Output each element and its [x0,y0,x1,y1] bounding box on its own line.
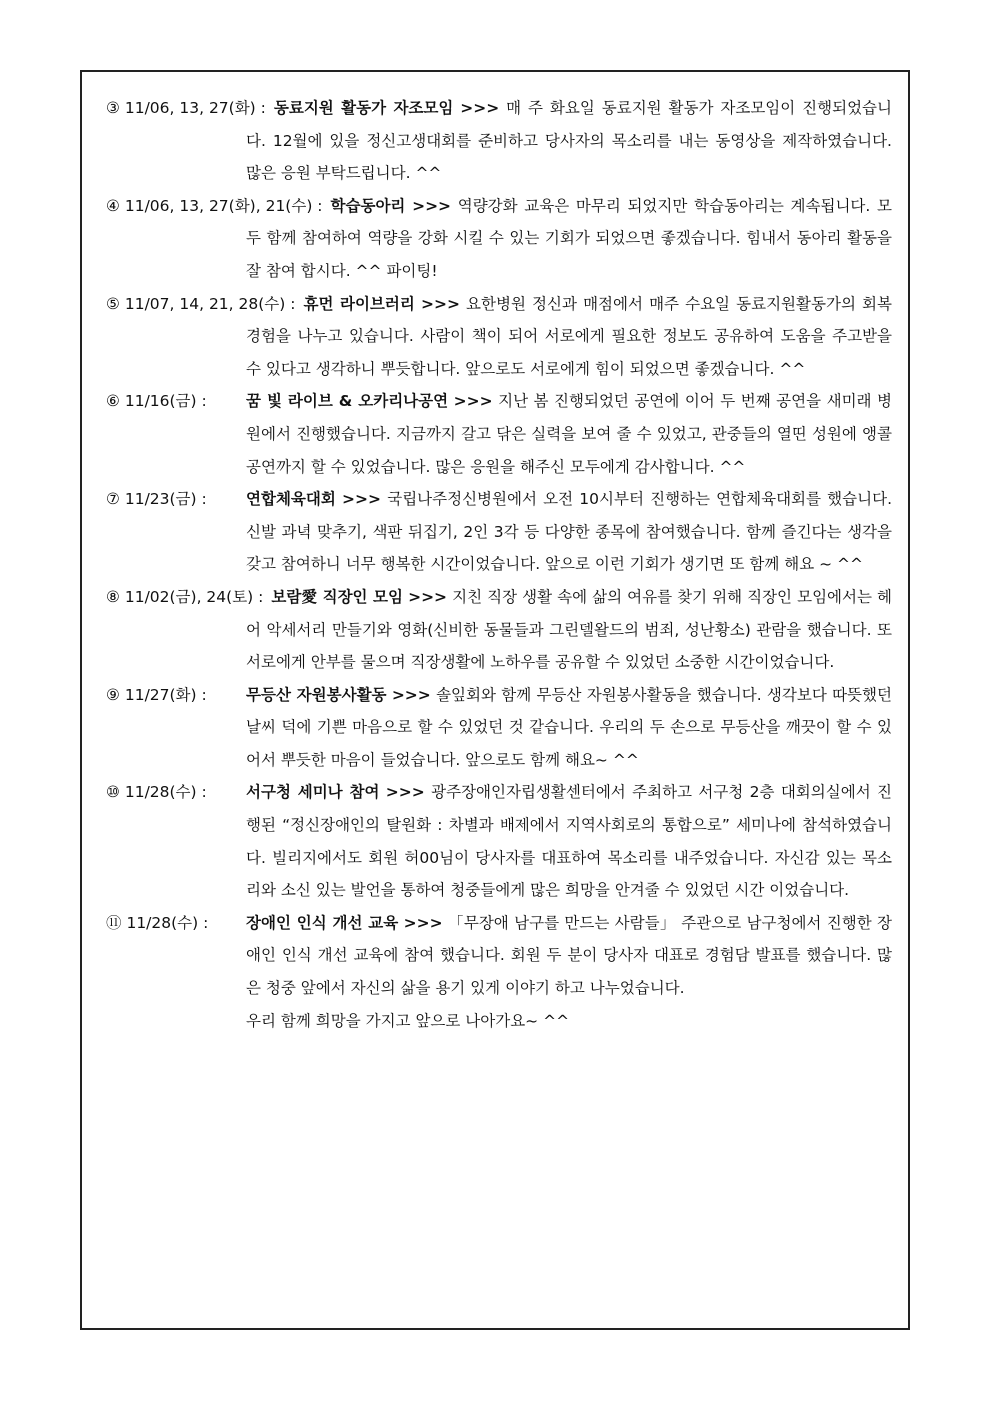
entry-number: ⑩ [106,783,120,802]
entry-arrow: >>> [408,587,448,606]
entry-number: ⑪ [106,913,122,932]
entry-number: ⑦ [106,490,120,509]
entry-title: 휴먼 라이브러리 [303,294,415,313]
entry-number: ⑤ [106,294,120,313]
entry-text: 지난 봄 진행되었던 공연에 이어 두 번째 공연을 새미래 병원에서 진행했습니다. 지금까지 갈고 닦은 실력을 보여 줄 수 있었고, 관중들의 열띤 성원에 앵콜 공연까지 할 수 있었습니다. 많은 응원을 해주신 모두에게 감사합니다. ^^ [246,392,892,476]
entry-text: 요한병원 정신과 매점에서 매주 수요일 동료지원활동가의 회복 경험을 나누고 있습니다. 사람이 책이 되어 서로에게 필요한 정보도 공유하여 도움을 주고받을 수 있다고 생각하니 뿌듯합니다. 앞으로도 서로에게 힘이 되었으면 좋겠습니다. ^^ [246,294,892,378]
entry-title: 연합체육대회 [246,490,336,509]
entry-date: 11/28(수) : [124,783,207,802]
activity-entry [106,92,892,190]
entry-body [106,679,892,777]
entry-date: 11/27(화) : [124,685,207,704]
entry-title: 동료지원 활동가 자조모임 [273,99,454,117]
entry-date: 11/16(금) : [124,392,207,411]
entry-body [106,776,892,906]
entry-text: 「무장애 남구를 만드는 사람들」 주관으로 남구청에서 진행한 장애인 인식 개선 교육에 참여 했습니다. 회원 두 분이 당사자 대표로 경험담 발표를 했습니다. 많은 청중 앞에서 자신의 삶을 용기 있게 이야기 하고 나누었습니다. [246,913,892,998]
entry-number: ③ [106,99,120,117]
entry-arrow: >>> [460,99,500,117]
activity-entry [106,776,892,906]
entry-title: 서구청 세미나 참여 [246,783,380,802]
activity-entry [106,679,892,777]
entry-number: ⑨ [106,685,120,704]
activity-entry [106,288,892,386]
entry-header [106,581,263,614]
entry-header [106,776,207,809]
entry-closing-line: 우리 함께 희망을 가지고 앞으로 나아가요~ ^^ [246,1011,570,1030]
entry-date: 11/06, 13, 27(화) : [124,99,266,117]
entry-title: 꿈 빛 라이브 & 오카리나공연 [246,392,449,411]
entry-arrow: >>> [453,392,493,411]
entry-date: 11/06, 13, 27(화), 21(수) : [124,196,323,215]
entry-date: 11/23(금) : [124,490,207,509]
entry-number: ⑥ [106,392,120,411]
entry-body [106,483,892,581]
activity-entry [106,907,892,1037]
entry-date: 11/28(수) : [126,913,209,932]
entry-body [106,385,892,483]
entry-header [106,92,266,125]
entry-header [106,385,207,418]
entry-date: 11/07, 14, 21, 28(수) : [124,294,296,313]
entry-number: ⑧ [106,587,120,606]
entry-text: 국립나주정신병원에서 오전 10시부터 진행하는 연합체육대회를 했습니다. 신발 과녁 맞추기, 색판 뒤집기, 2인 3각 등 다양한 종목에 참여했습니다. 함께 즐긴다는 생각을 갖고 참여하니 너무 행복한 시간이었습니다. 앞으로 이런 기회가 생기면 또 함께 해요 ~ ^^ [246,490,893,574]
entry-text: 솔잎회와 함께 무등산 자원봉사활동을 했습니다. 생각보다 따뜻했던 날씨 덕에 기쁜 마음으로 할 수 있었던 것 같습니다. 우리의 두 손으로 무등산을 깨끗이 할 수 있어서 뿌듯한 마음이 들었습니다. 앞으로도 함께 해요~ ^^ [246,685,892,769]
entry-arrow: >>> [420,294,460,313]
entry-body [106,907,892,1037]
activity-entry [106,483,892,581]
entry-header [106,907,208,940]
entry-arrow: >>> [385,783,425,802]
entry-arrow: >>> [403,913,443,932]
activity-entry [106,190,892,288]
entry-title: 무등산 자원봉사활동 [246,685,387,704]
activity-entry [106,385,892,483]
entry-arrow: >>> [391,685,431,704]
entry-number: ④ [106,196,120,215]
entry-title: 학습동아리 [330,196,406,215]
entry-header [106,288,295,321]
page-frame [80,70,910,1330]
entry-text: 역량강화 교육은 마무리 되었지만 학습동아리는 계속됩니다. 모두 함께 참여하여 역량을 강화 시킬 수 있는 기회가 되었으면 좋겠습니다. 힘내서 동아리 활동을 잘 참여 합시다. ^^ 파이팅! [246,196,892,280]
activity-entry [106,581,892,679]
entry-date: 11/02(금), 24(토) : [124,587,264,606]
entry-text: 지친 직장 생활 속에 삶의 여유를 찾기 위해 직장인 모임에서는 헤어 악세서리 만들기와 영화(신비한 동물들과 그린델왈드의 범죄, 성난황소) 관람을 했습니다. 또 서로에게 안부를 물으며 직장생활에 노하우를 공유할 수 있었던 소중한 시간이었습니다. [246,587,892,672]
entry-header [106,679,207,712]
entry-arrow: >>> [412,196,452,215]
entry-header [106,190,323,223]
entry-arrow: >>> [342,490,382,509]
entry-title: 장애인 인식 개선 교육 [246,913,399,932]
activity-list [106,92,892,1037]
entry-text: 광주장애인자립생활센터에서 주최하고 서구청 2층 대회의실에서 진행된 “정신장애인의 탈원화 : 차별과 배제에서 지역사회로의 통합으로” 세미나에 참석하였습니다. 빌리지에서도 회원 허00님이 당사자를 대표하여 목소리를 내주었습니다. 자신감 있는 목소리와 소신 있는 발언을 통하여 청중들에게 많은 희망을 안겨줄 수 있었던 시간 이었습니다. [246,783,892,900]
entry-header [106,483,207,516]
entry-text: 매 주 화요일 동료지원 활동가 자조모임이 진행되었습니다. 12월에 있을 정신고생대회를 준비하고 당사자의 목소리를 내는 동영상을 제작하였습니다. 많은 응원 부탁드립니다. ^^ [246,99,893,183]
entry-title: 보람愛 직장인 모임 [271,587,404,606]
